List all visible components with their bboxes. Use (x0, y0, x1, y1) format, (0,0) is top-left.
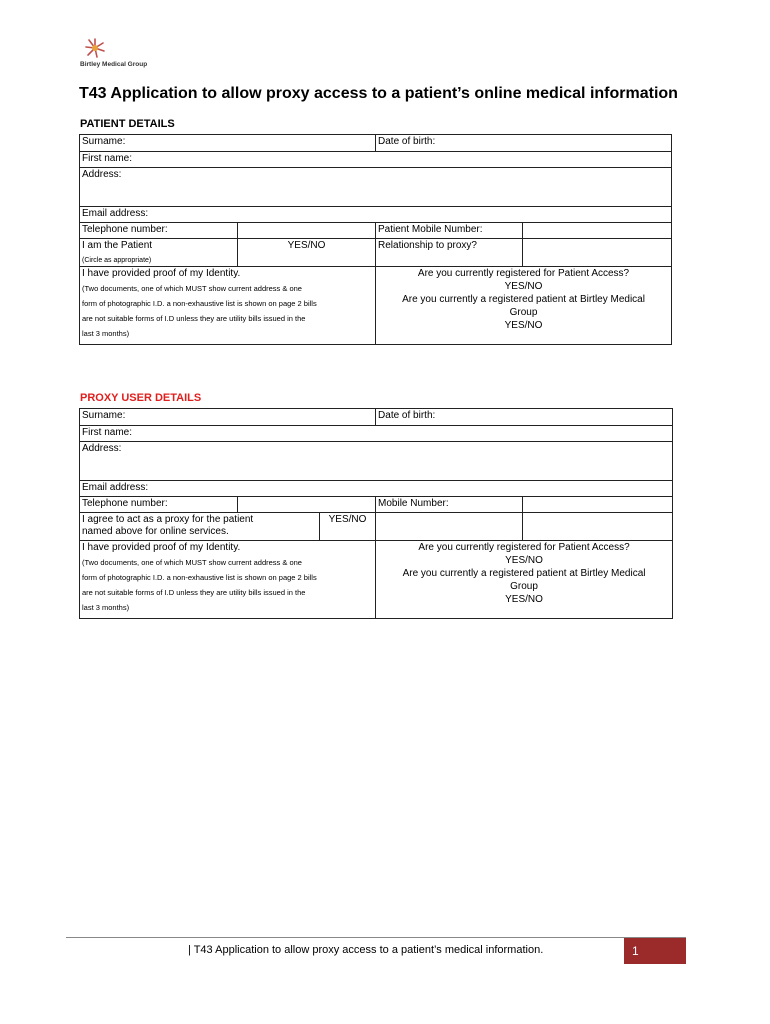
patient-surname-field[interactable]: Surname: (80, 135, 376, 152)
proxy-access-question: Are you currently registered for Patient Access? (418, 542, 630, 553)
proxy-registered-question: Are you currently a registered patient at Birtley Medical (402, 568, 646, 579)
patient-proof-label: I have provided proof of my Identity. (82, 268, 241, 279)
circle-note: (Circle as appropriate) (82, 257, 152, 264)
footer-divider (66, 937, 686, 938)
proxy-proof-note: (Two documents, one of which MUST show current address & one (82, 558, 302, 567)
registered-patient-question: Are you currently a registered patient at Birtley Medical (402, 294, 645, 305)
proxy-details-table (79, 408, 673, 619)
proxy-access-answer[interactable]: YES/NO (505, 555, 543, 566)
proxy-proof-cell (80, 541, 376, 619)
logo (80, 36, 160, 72)
registered-patient-question-cont: Group (509, 307, 538, 318)
patient-mobile-label: Patient Mobile Number: (376, 223, 523, 239)
logo-text: Birtley Medical Group (80, 61, 148, 68)
proxy-registered-answer[interactable]: YES/NO (505, 594, 543, 605)
proxy-surname-field[interactable]: Surname: (80, 409, 376, 426)
proxy-registered-question-cont: Group (510, 581, 538, 592)
relationship-label: Relationship to proxy? (376, 239, 523, 267)
patient-details-table (79, 134, 672, 345)
proxy-email-field[interactable]: Email address: (80, 481, 673, 497)
patient-proof-note: (Two documents, one of which MUST show current address & one (82, 284, 302, 293)
patient-access-questions (376, 267, 672, 345)
footer-text: | T43 Application to allow proxy access to a patient’s medical information. (188, 944, 544, 956)
page-title: T43 Application to allow proxy access to a patient’s online medical information (79, 85, 678, 102)
patient-address-field[interactable]: Address: (80, 168, 672, 207)
patient-telephone-label: Telephone number: (80, 223, 238, 239)
patient-first-name-field[interactable]: First name: (80, 152, 672, 168)
proxy-details-heading: PROXY USER DETAILS (80, 392, 202, 404)
patient-email-field[interactable]: Email address: (80, 207, 672, 223)
logo-mark-icon (82, 36, 108, 60)
patient-details-heading: PATIENT DETAILS (80, 118, 175, 130)
proxy-agree-cell (80, 513, 320, 541)
patient-i-am-cell (80, 239, 238, 267)
proxy-mobile-label: Mobile Number: (376, 497, 523, 513)
patient-access-question: Are you currently registered for Patient Access? (417, 268, 630, 279)
patient-proof-cell (80, 267, 376, 345)
proxy-telephone-label: Telephone number: (80, 497, 238, 513)
proxy-dob-field[interactable]: Date of birth: (376, 409, 673, 426)
i-am-patient-label: I am the Patient (82, 240, 153, 251)
proxy-proof-label: I have provided proof of my Identity. (82, 542, 241, 553)
proxy-address-field[interactable]: Address: (80, 442, 673, 481)
proxy-blank-cell[interactable] (376, 513, 523, 541)
patient-access-answer[interactable]: YES/NO (504, 281, 543, 292)
page-number: 1 (624, 938, 686, 964)
patient-proof-note: last 3 months) (82, 329, 130, 338)
patient-mobile-input[interactable] (523, 223, 672, 239)
proxy-agree-label: I agree to act as a proxy for the patient (82, 514, 254, 525)
proxy-agree-label-cont: named above for online services. (82, 526, 229, 537)
proxy-access-questions (376, 541, 673, 619)
proxy-proof-note: form of photographic I.D. a non-exhaustive list is shown on page 2 bills (82, 573, 317, 582)
proxy-mobile-input[interactable] (523, 497, 673, 513)
proxy-yes-no-option[interactable]: YES/NO (320, 513, 376, 541)
patient-yes-no-option[interactable]: YES/NO (238, 239, 376, 267)
proxy-first-name-field[interactable]: First name: (80, 426, 673, 442)
registered-patient-answer[interactable]: YES/NO (504, 320, 543, 331)
patient-telephone-input[interactable] (238, 223, 376, 239)
relationship-input[interactable] (523, 239, 672, 267)
proxy-telephone-input[interactable] (238, 497, 376, 513)
patient-dob-field[interactable]: Date of birth: (376, 135, 672, 152)
patient-proof-note: form of photographic I.D. a non-exhaustive list is shown on page 2 bills (82, 299, 317, 308)
proxy-proof-note: are not suitable forms of I.D unless they are utility bills issued in the (82, 588, 306, 597)
proxy-proof-note: last 3 months) (82, 603, 130, 612)
proxy-blank-cell[interactable] (523, 513, 673, 541)
patient-proof-note: are not suitable forms of I.D unless they are utility bills issued in the (82, 314, 306, 323)
